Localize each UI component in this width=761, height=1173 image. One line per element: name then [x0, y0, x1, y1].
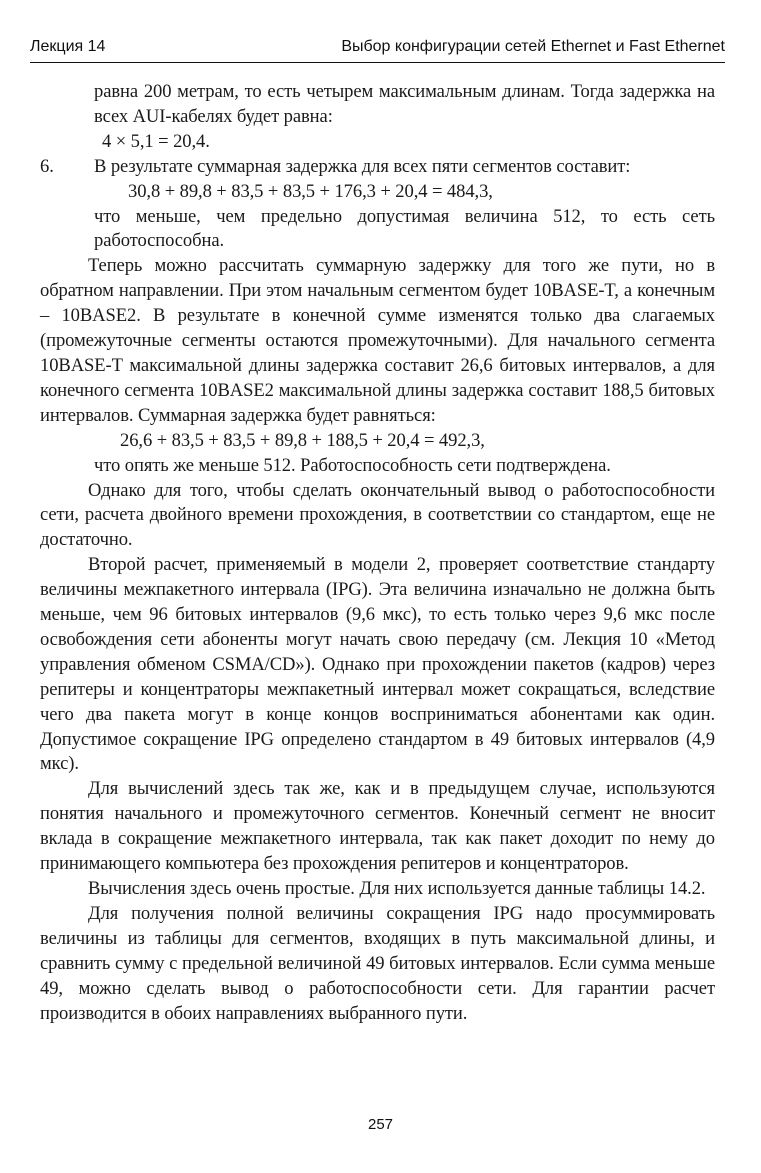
- paragraph-aui-length: равна 200 метрам, то есть четырем максимальным длинам. Тогда задержка на всех AUI-кабелях будет равна:: [94, 81, 715, 127]
- list-item-text: В результате суммарная задержка для всех пяти сегментов составит:: [94, 155, 631, 177]
- formula-aui-delay: 4 × 5,1 = 20,4.: [102, 130, 210, 152]
- header-rule: [30, 62, 725, 63]
- paragraph-confirmed: что опять же меньше 512. Работоспособность сети подтверждена.: [94, 454, 611, 476]
- formula-total-delay: 30,8 + 89,8 + 83,5 + 83,5 + 176,3 + 20,4 = 484,3,: [128, 180, 493, 202]
- lecture-label: Лекция 14: [30, 38, 106, 55]
- paragraph-not-enough: Однако для того, чтобы сделать окончательный вывод о работоспособности сети, расчета двойного времени прохождения, в соответствии со стандартом, еще не достаточно.: [40, 479, 715, 551]
- paragraph-conclusion: что меньше, чем предельно допустимая величина 512, то есть сеть работоспособна.: [94, 205, 715, 252]
- formula-reverse-delay: 26,6 + 83,5 + 83,5 + 89,8 + 188,5 + 20,4 = 492,3,: [120, 429, 485, 451]
- list-item-number: 6.: [40, 155, 54, 177]
- page-body: [40, 80, 715, 1026]
- page-number: 257: [367, 1116, 394, 1133]
- chapter-title: Выбор конфигурации сетей Ethernet и Fast Ethernet: [341, 38, 725, 55]
- running-header: [30, 38, 725, 62]
- list-item-6: [40, 155, 715, 180]
- paragraph-simple-calc: Вычисления здесь очень простые. Для них используется данные таблицы 14.2.: [88, 878, 706, 899]
- paragraph-ipg-sum: Для получения полной величины сокращения IPG надо просуммировать величины из таблицы для сегментов, входящих в путь максимальной длины, и сравнить сумму с предельной величиной 49 битовых интервалов. Если сумма меньше 49, можно сделать вывод о работоспособности сети. Для гарантии расчет производится в обоих направлениях выбранного пути.: [40, 902, 715, 1024]
- paragraph-ipg: Второй расчет, применяемый в модели 2, проверяет соответствие стандарту величины межпакетного интервала (IPG). Эта величина изначально не должна быть меньше, чем 96 битовых интервалов (9,6 мкс), то есть только через 9,6 мкс после освобождения сети абоненты могут начать свою передачу (см. Лекция 10 «Метод управления обменом CSMA/CD»). Однако при прохождении пакетов (кадров) через репитеры и концентраторы межпакетный интервал может сокращаться, вследствие чего два пакета могут в конце концов восприниматься абонентами как один. Допустимое сокращение IPG определено стандартом в 49 битовых интервалов (4,9 мкс).: [40, 554, 715, 775]
- paragraph-segments: Для вычислений здесь так же, как и в предыдущем случае, используются понятия начального и промежуточного сегментов. Конечный сегмент не вносит вклада в сокращение межпакетного интервала, так как пакет доходит по нему до принимающего компьютера без прохождения репитеров и концентраторов.: [40, 778, 715, 875]
- paragraph-reverse-direction: Теперь можно рассчитать суммарную задержку для того же пути, но в обратном направлении. При этом начальным сегментом будет 10BASE-T, а конечным – 10BASE2. В результате в конечной сумме изменятся только два слагаемых (промежуточные сегменты остаются промежуточными). Для начального сегмента 10BASE-T максимальной длины задержка составит 26,6 битовых интервалов, а для конечного сегмента 10BASE2 максимальной длины задержка составит 188,5 битовых интервалов. Суммарная задержка будет равняться:: [40, 255, 715, 426]
